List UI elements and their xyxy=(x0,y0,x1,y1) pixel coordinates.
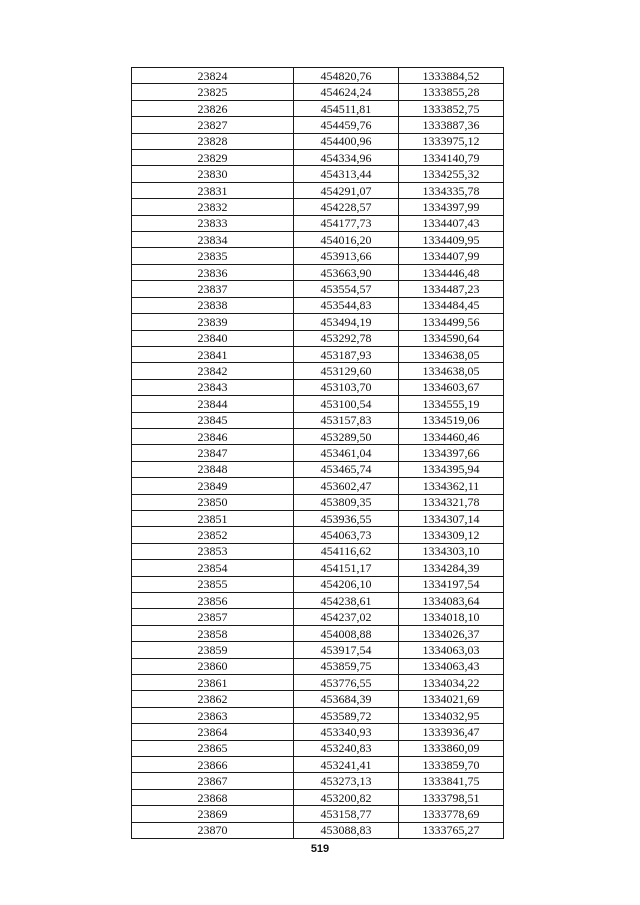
table-row xyxy=(132,264,504,280)
point-number-cell: 23868 xyxy=(132,789,294,805)
table-row xyxy=(132,510,504,526)
table-row xyxy=(132,100,504,116)
point-number-cell: 23861 xyxy=(132,675,294,691)
point-number-cell: 23825 xyxy=(132,84,294,100)
table-row xyxy=(132,379,504,395)
y-coordinate-cell: 1334638,05 xyxy=(399,346,504,362)
y-coordinate-cell: 1334460,46 xyxy=(399,428,504,444)
table-row xyxy=(132,642,504,658)
table-row xyxy=(132,346,504,362)
y-coordinate-cell: 1334362,11 xyxy=(399,478,504,494)
y-coordinate-cell: 1334034,22 xyxy=(399,675,504,691)
x-coordinate-cell: 453589,72 xyxy=(294,707,399,723)
x-coordinate-cell: 454008,88 xyxy=(294,625,399,641)
x-coordinate-cell: 453859,75 xyxy=(294,658,399,674)
coordinates-table-body xyxy=(132,68,504,839)
point-number-cell: 23834 xyxy=(132,232,294,248)
table-row xyxy=(132,117,504,133)
x-coordinate-cell: 453936,55 xyxy=(294,510,399,526)
y-coordinate-cell: 1334018,10 xyxy=(399,609,504,625)
x-coordinate-cell: 454511,81 xyxy=(294,100,399,116)
point-number-cell: 23862 xyxy=(132,691,294,707)
point-number-cell: 23840 xyxy=(132,330,294,346)
table-row xyxy=(132,593,504,609)
point-number-cell: 23835 xyxy=(132,248,294,264)
table-row xyxy=(132,707,504,723)
y-coordinate-cell: 1334397,99 xyxy=(399,199,504,215)
table-row xyxy=(132,724,504,740)
y-coordinate-cell: 1334499,56 xyxy=(399,314,504,330)
table-row xyxy=(132,297,504,313)
x-coordinate-cell: 453554,57 xyxy=(294,281,399,297)
x-coordinate-cell: 454237,02 xyxy=(294,609,399,625)
y-coordinate-cell: 1333936,47 xyxy=(399,724,504,740)
point-number-cell: 23846 xyxy=(132,428,294,444)
x-coordinate-cell: 453544,83 xyxy=(294,297,399,313)
x-coordinate-cell: 454116,62 xyxy=(294,543,399,559)
table-row xyxy=(132,789,504,805)
x-coordinate-cell: 454820,76 xyxy=(294,68,399,84)
point-number-cell: 23841 xyxy=(132,346,294,362)
y-coordinate-cell: 1333778,69 xyxy=(399,806,504,822)
x-coordinate-cell: 453103,70 xyxy=(294,379,399,395)
point-number-cell: 23824 xyxy=(132,68,294,84)
point-number-cell: 23827 xyxy=(132,117,294,133)
table-row xyxy=(132,182,504,198)
x-coordinate-cell: 453158,77 xyxy=(294,806,399,822)
x-coordinate-cell: 454400,96 xyxy=(294,133,399,149)
y-coordinate-cell: 1333855,28 xyxy=(399,84,504,100)
y-coordinate-cell: 1333798,51 xyxy=(399,789,504,805)
table-row xyxy=(132,84,504,100)
x-coordinate-cell: 453240,83 xyxy=(294,740,399,756)
table-row xyxy=(132,773,504,789)
table-row xyxy=(132,428,504,444)
y-coordinate-cell: 1334519,06 xyxy=(399,412,504,428)
table-row xyxy=(132,166,504,182)
x-coordinate-cell: 453292,78 xyxy=(294,330,399,346)
x-coordinate-cell: 454334,96 xyxy=(294,150,399,166)
point-number-cell: 23845 xyxy=(132,412,294,428)
x-coordinate-cell: 454459,76 xyxy=(294,117,399,133)
y-coordinate-cell: 1333884,52 xyxy=(399,68,504,84)
table-row xyxy=(132,199,504,215)
y-coordinate-cell: 1334063,03 xyxy=(399,642,504,658)
table-row xyxy=(132,560,504,576)
x-coordinate-cell: 453602,47 xyxy=(294,478,399,494)
table-row xyxy=(132,675,504,691)
table-row xyxy=(132,314,504,330)
x-coordinate-cell: 454228,57 xyxy=(294,199,399,215)
table-row xyxy=(132,691,504,707)
table-row xyxy=(132,625,504,641)
table-row xyxy=(132,248,504,264)
y-coordinate-cell: 1334021,69 xyxy=(399,691,504,707)
point-number-cell: 23851 xyxy=(132,510,294,526)
table-row xyxy=(132,215,504,231)
point-number-cell: 23844 xyxy=(132,396,294,412)
point-number-cell: 23839 xyxy=(132,314,294,330)
table-row xyxy=(132,396,504,412)
table-row xyxy=(132,806,504,822)
point-number-cell: 23832 xyxy=(132,199,294,215)
y-coordinate-cell: 1334303,10 xyxy=(399,543,504,559)
y-coordinate-cell: 1334407,43 xyxy=(399,215,504,231)
y-coordinate-cell: 1334032,95 xyxy=(399,707,504,723)
x-coordinate-cell: 454624,24 xyxy=(294,84,399,100)
y-coordinate-cell: 1334309,12 xyxy=(399,527,504,543)
x-coordinate-cell: 454177,73 xyxy=(294,215,399,231)
x-coordinate-cell: 454063,73 xyxy=(294,527,399,543)
table-row xyxy=(132,658,504,674)
point-number-cell: 23837 xyxy=(132,281,294,297)
point-number-cell: 23870 xyxy=(132,822,294,838)
y-coordinate-cell: 1333859,70 xyxy=(399,757,504,773)
table-row xyxy=(132,330,504,346)
y-coordinate-cell: 1334590,64 xyxy=(399,330,504,346)
y-coordinate-cell: 1333852,75 xyxy=(399,100,504,116)
x-coordinate-cell: 454151,17 xyxy=(294,560,399,576)
point-number-cell: 23860 xyxy=(132,658,294,674)
table-row xyxy=(132,527,504,543)
x-coordinate-cell: 453088,83 xyxy=(294,822,399,838)
point-number-cell: 23857 xyxy=(132,609,294,625)
x-coordinate-cell: 454016,20 xyxy=(294,232,399,248)
point-number-cell: 23863 xyxy=(132,707,294,723)
table-row xyxy=(132,412,504,428)
x-coordinate-cell: 453494,19 xyxy=(294,314,399,330)
table-row xyxy=(132,461,504,477)
y-coordinate-cell: 1334397,66 xyxy=(399,445,504,461)
x-coordinate-cell: 453100,54 xyxy=(294,396,399,412)
x-coordinate-cell: 453663,90 xyxy=(294,264,399,280)
point-number-cell: 23850 xyxy=(132,494,294,510)
y-coordinate-cell: 1333975,12 xyxy=(399,133,504,149)
x-coordinate-cell: 453776,55 xyxy=(294,675,399,691)
x-coordinate-cell: 453187,93 xyxy=(294,346,399,362)
y-coordinate-cell: 1334026,37 xyxy=(399,625,504,641)
point-number-cell: 23826 xyxy=(132,100,294,116)
x-coordinate-cell: 453684,39 xyxy=(294,691,399,707)
x-coordinate-cell: 454238,61 xyxy=(294,593,399,609)
y-coordinate-cell: 1334446,48 xyxy=(399,264,504,280)
point-number-cell: 23864 xyxy=(132,724,294,740)
point-number-cell: 23842 xyxy=(132,363,294,379)
y-coordinate-cell: 1334197,54 xyxy=(399,576,504,592)
point-number-cell: 23866 xyxy=(132,757,294,773)
y-coordinate-cell: 1333887,36 xyxy=(399,117,504,133)
x-coordinate-cell: 453913,66 xyxy=(294,248,399,264)
y-coordinate-cell: 1334395,94 xyxy=(399,461,504,477)
x-coordinate-cell: 453157,83 xyxy=(294,412,399,428)
point-number-cell: 23848 xyxy=(132,461,294,477)
y-coordinate-cell: 1333765,27 xyxy=(399,822,504,838)
y-coordinate-cell: 1334140,79 xyxy=(399,150,504,166)
table-row xyxy=(132,478,504,494)
table-row xyxy=(132,576,504,592)
point-number-cell: 23836 xyxy=(132,264,294,280)
coordinates-table xyxy=(131,67,504,839)
table-row xyxy=(132,133,504,149)
table-row xyxy=(132,232,504,248)
x-coordinate-cell: 453129,60 xyxy=(294,363,399,379)
y-coordinate-cell: 1334407,99 xyxy=(399,248,504,264)
table-row xyxy=(132,150,504,166)
x-coordinate-cell: 453273,13 xyxy=(294,773,399,789)
x-coordinate-cell: 454291,07 xyxy=(294,182,399,198)
x-coordinate-cell: 454313,44 xyxy=(294,166,399,182)
table-row xyxy=(132,543,504,559)
point-number-cell: 23869 xyxy=(132,806,294,822)
y-coordinate-cell: 1334335,78 xyxy=(399,182,504,198)
table-row xyxy=(132,822,504,838)
y-coordinate-cell: 1334307,14 xyxy=(399,510,504,526)
y-coordinate-cell: 1333841,75 xyxy=(399,773,504,789)
y-coordinate-cell: 1334255,32 xyxy=(399,166,504,182)
point-number-cell: 23867 xyxy=(132,773,294,789)
table-row xyxy=(132,68,504,84)
point-number-cell: 23858 xyxy=(132,625,294,641)
point-number-cell: 23849 xyxy=(132,478,294,494)
x-coordinate-cell: 454206,10 xyxy=(294,576,399,592)
x-coordinate-cell: 453289,50 xyxy=(294,428,399,444)
y-coordinate-cell: 1334487,23 xyxy=(399,281,504,297)
y-coordinate-cell: 1334603,67 xyxy=(399,379,504,395)
x-coordinate-cell: 453809,35 xyxy=(294,494,399,510)
point-number-cell: 23854 xyxy=(132,560,294,576)
table-row xyxy=(132,609,504,625)
y-coordinate-cell: 1334063,43 xyxy=(399,658,504,674)
y-coordinate-cell: 1334484,45 xyxy=(399,297,504,313)
point-number-cell: 23855 xyxy=(132,576,294,592)
table-row xyxy=(132,445,504,461)
x-coordinate-cell: 453465,74 xyxy=(294,461,399,477)
y-coordinate-cell: 1334638,05 xyxy=(399,363,504,379)
point-number-cell: 23859 xyxy=(132,642,294,658)
table-row xyxy=(132,757,504,773)
table-row xyxy=(132,740,504,756)
point-number-cell: 23853 xyxy=(132,543,294,559)
y-coordinate-cell: 1333860,09 xyxy=(399,740,504,756)
x-coordinate-cell: 453241,41 xyxy=(294,757,399,773)
table-row xyxy=(132,363,504,379)
point-number-cell: 23838 xyxy=(132,297,294,313)
point-number-cell: 23830 xyxy=(132,166,294,182)
point-number-cell: 23856 xyxy=(132,593,294,609)
y-coordinate-cell: 1334321,78 xyxy=(399,494,504,510)
x-coordinate-cell: 453461,04 xyxy=(294,445,399,461)
point-number-cell: 23833 xyxy=(132,215,294,231)
y-coordinate-cell: 1334083,64 xyxy=(399,593,504,609)
y-coordinate-cell: 1334555,19 xyxy=(399,396,504,412)
x-coordinate-cell: 453917,54 xyxy=(294,642,399,658)
table-row xyxy=(132,494,504,510)
point-number-cell: 23843 xyxy=(132,379,294,395)
x-coordinate-cell: 453340,93 xyxy=(294,724,399,740)
point-number-cell: 23829 xyxy=(132,150,294,166)
point-number-cell: 23847 xyxy=(132,445,294,461)
point-number-cell: 23865 xyxy=(132,740,294,756)
y-coordinate-cell: 1334284,39 xyxy=(399,560,504,576)
page-number: 519 xyxy=(310,843,330,855)
point-number-cell: 23831 xyxy=(132,182,294,198)
y-coordinate-cell: 1334409,95 xyxy=(399,232,504,248)
point-number-cell: 23828 xyxy=(132,133,294,149)
table-row xyxy=(132,281,504,297)
point-number-cell: 23852 xyxy=(132,527,294,543)
x-coordinate-cell: 453200,82 xyxy=(294,789,399,805)
